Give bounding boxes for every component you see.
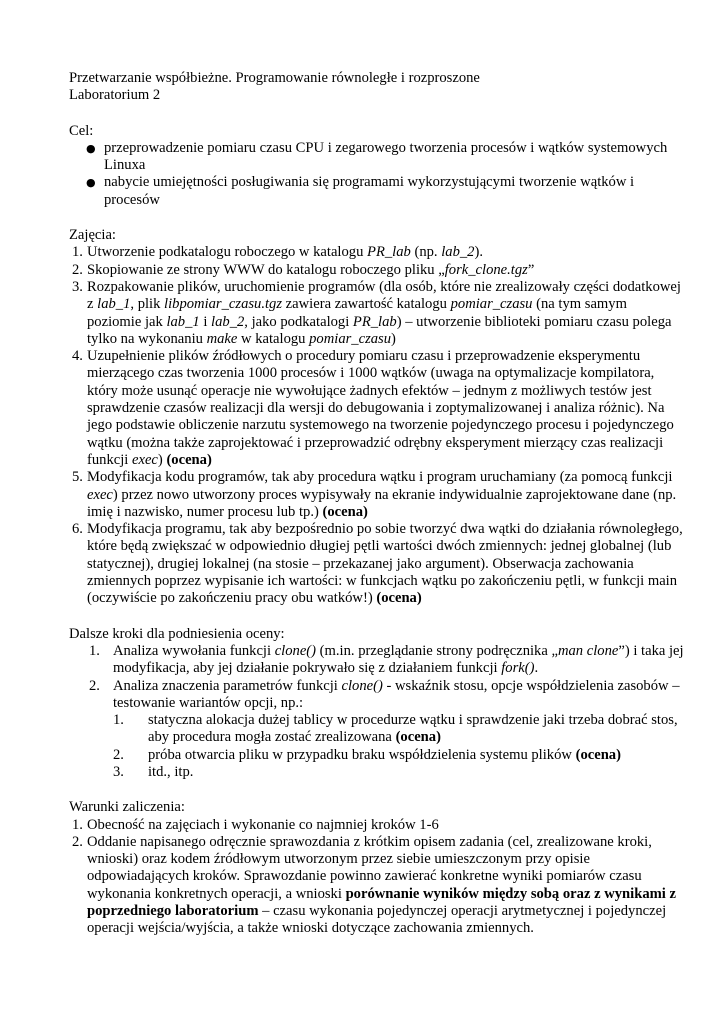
classes-item: 3. Rozpakowanie plików, uruchomienie programów (dla osób, które nie zrealizowały części dodatkowej z lab_1, plik libpomiar_czasu.tgz zawiera zawartość katalogu pomiar_czasu (na tym samym poziomie jak lab_1 i lab_2, jako podkatalogi PR_lab) – utworzenie biblioteki pomiaru czasu polega tylko na wykonaniu make w katalogu pomiar_czasu) xyxy=(72,278,681,347)
goal-item: ● przeprowadzenie pomiaru czasu CPU i zegarowego tworzenia procesów i wątków systemowych Linuxa xyxy=(69,140,684,175)
further-item: 1. Analiza wywołania funkcji clone() (m.in. przeglądanie strony podręcznika „man clone”) i taka jej modyfikacja, aby jej działanie pokrywało się z działaniem funkcji fork(). xyxy=(89,642,684,677)
conditions-item: 2. Oddanie napisanego odręcznie sprawozdania z krótkim opisem zadania (cel, zrealizowane kroki, wnioski) oraz kodem źródłowym utworzonym przez siebie umieszczonym przy opisie odpowiadających kroków. Sprawozdanie powinno zawierać konkretne wyniki pomiarów czasu wykonania konkretnych operacji, a wnioski porównanie wyników między sobą oraz z wynikami z poprzedniego laboratorium – czasu wykonania pojedynczej operacji arytmetycznej i pojedynczej operacji wejścia/wyjścia, a także wnioski dotyczące zachowania zmiennych. xyxy=(72,833,676,937)
item-number: 2. xyxy=(113,746,124,763)
classes-list xyxy=(69,244,684,607)
classes-item: 2. Skopiowanie ze strony WWW do katalogu roboczego pliku „fork_clone.tgz” xyxy=(72,261,535,278)
classes-item: 4. Uzupełnienie plików źródłowych o procedury pomiaru czasu i przeprowadzenie eksperymentu mierzącego czas tworzenia 1000 procesów i 1000 wątków (uwaga na optymalizacje kompilatora, który może usunąć operacje nie wywołujące żadnych efektów – jednym z możliwych testów jest sprawdzenie czasów realizacji dla wersji do debugowania i zoptymalizowanej i analiza różnic). Na jego podstawie obliczenie narzutu systemowego na tworzenie pojedynczego procesu i pojedynczego wątku (można także zaprojektować i przeprowadzić odrębny eksperyment mierzący czas realizacji funkcji exec) (ocena) xyxy=(72,348,674,468)
item-number: 2. xyxy=(89,677,100,694)
item-number: 2. xyxy=(72,261,83,278)
grade-mark: (ocena) xyxy=(376,590,422,607)
item-number: 1. xyxy=(72,816,83,833)
conditions-item: 1. Obecność na zajęciach i wykonanie co najmniej kroków 1-6 xyxy=(72,816,439,833)
goal-heading: Cel: xyxy=(69,122,94,139)
further-subitem: 2. próba otwarcia pliku w przypadku braku współdzielenia systemu plików (ocena) xyxy=(113,746,621,763)
item-number: 1. xyxy=(89,642,100,659)
further-sublist xyxy=(113,712,684,781)
further-subitem: 3. itd., itp. xyxy=(113,763,194,780)
item-number: 4. xyxy=(72,348,83,365)
emphasis-text: porównanie wyników między sobą oraz z wynikami z poprzedniego laboratorium xyxy=(87,885,676,920)
classes-item: 1. Utworzenie podkatalogu roboczego w katalogu PR_lab (np. lab_2). xyxy=(72,244,483,261)
further-list xyxy=(69,643,684,781)
item-number: 6. xyxy=(72,521,83,538)
further-heading: Dalsze kroki dla podniesienia oceny: xyxy=(69,625,285,642)
goal-item: ● nabycie umiejętności posługiwania się programami wykorzystującymi tworzenie wątków i procesów xyxy=(69,174,684,209)
classes-heading: Zajęcia: xyxy=(69,227,116,244)
grade-mark: (ocena) xyxy=(395,729,441,746)
item-number: 5. xyxy=(72,469,83,486)
further-item: 2. Analiza znaczenia parametrów funkcji clone() - wskaźnik stosu, opcje współdzielenia zasobów – testowanie wariantów opcji, np.: 1. statyczna alokacja dużej tablicy w procedurze wątku i sprawdzenie jaki trzeba dobrać stos, aby procedura mogła zostać zrealizowana (ocena) 2. próba otwarcia pliku w przypadku braku współdzielenia systemu plików (ocena) 3. itd., itp. xyxy=(69,678,684,782)
grade-mark: (ocena) xyxy=(575,746,621,763)
doc-title: Przetwarzanie współbieżne. Programowanie równoległe i rozproszone xyxy=(69,70,480,86)
item-number: 3. xyxy=(72,278,83,295)
further-subitem: 1. statyczna alokacja dużej tablicy w procedurze wątku i sprawdzenie jaki trzeba dobrać stos, aby procedura mogła zostać zrealizowana (ocena) xyxy=(113,712,678,746)
classes-item: 5. Modyfikacja kodu programów, tak aby procedura wątku i program uruchamiany (za pomocą funkcji exec) przez nowo utworzony proces wypisywały na ekranie indywidualnie zaprojektowane dane (np. imię i nazwisko, numer procesu lub tp.) (ocena) xyxy=(72,469,677,520)
conditions-heading: Warunki zaliczenia: xyxy=(69,799,185,816)
goal-list xyxy=(69,140,684,209)
grade-mark: (ocena) xyxy=(166,451,212,468)
conditions-list xyxy=(69,817,684,938)
item-number: 1. xyxy=(113,712,124,729)
classes-item: 6. Modyfikacja programu, tak aby bezpośrednio po sobie tworzyć dwa wątki do działania równoległego, które będą zwiększać w odpowiednio długiej pętli wartości dwóch zmiennych: jednej globalnej (lub statycznej), drugiej lokalnej (na stosie – przekazanej jako argument). Obserwacja zachowania zmiennych poprzez wypisanie ich wartości: w funkcjach wątku po zakończeniu pętli, w funkcji main (oczywiście po zakończeniu pracy obu watków!) (ocena) xyxy=(72,521,683,607)
item-number: 2. xyxy=(72,833,83,850)
item-number: 3. xyxy=(113,763,124,780)
doc-subtitle: Laboratorium 2 xyxy=(69,87,161,104)
item-number: 1. xyxy=(72,244,83,261)
grade-mark: (ocena) xyxy=(322,503,368,520)
